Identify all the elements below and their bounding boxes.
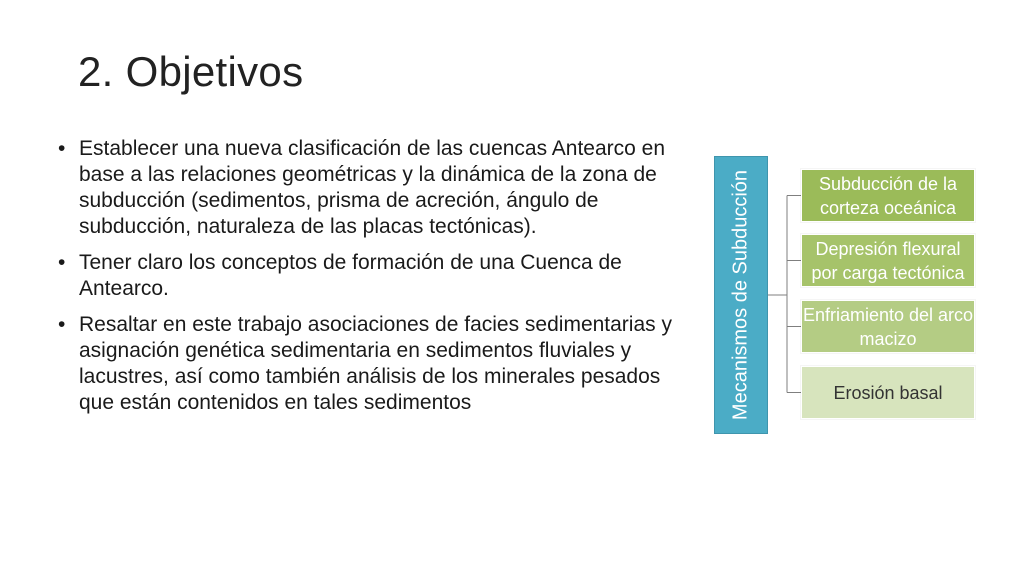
bullet-dot-icon: • [58,251,66,274]
objectives-list [56,136,691,426]
objective-item [56,312,691,416]
mechanism-box [801,366,975,419]
main-concept-label: Mecanismos de Subducción [729,169,752,421]
objective-text: Tener claro los conceptos de formación de una Cuenca de Antearco. [79,251,622,300]
subduction-diagram [700,150,990,440]
objective-text: Establecer una nueva clasificación de las cuencas Antearco en base a las relaciones geométricas y la dinámica de la zona de subducción (sedimentos, prisma de acreción, ángulo de subducción, naturaleza de las placas tectónicas). [79,137,666,238]
mechanism-box [801,169,975,222]
main-concept-box [714,156,768,434]
mechanism-label: Depresión flexural por carga tectónica [811,238,965,283]
bullet-dot-icon: • [58,313,66,336]
mechanism-label: Enfriamiento del arco macizo [802,304,974,349]
mechanism-box [801,300,975,353]
objective-text: Resaltar en este trabajo asociaciones de facies sedimentarias y asignación genética sedimentaria en sedimentos fluviales y lacustres, así como también análisis de los minerales pesados que están contenidos en tales sedimentos [79,313,672,414]
mechanism-label: Erosión basal [833,382,943,403]
mechanism-label: Subducción de la corteza oceánica [818,173,958,218]
objective-item [56,250,691,302]
mechanism-box [801,234,975,287]
objective-item [56,136,691,240]
slide-title: 2. Objetivos [78,48,304,95]
bullet-dot-icon: • [58,137,66,160]
